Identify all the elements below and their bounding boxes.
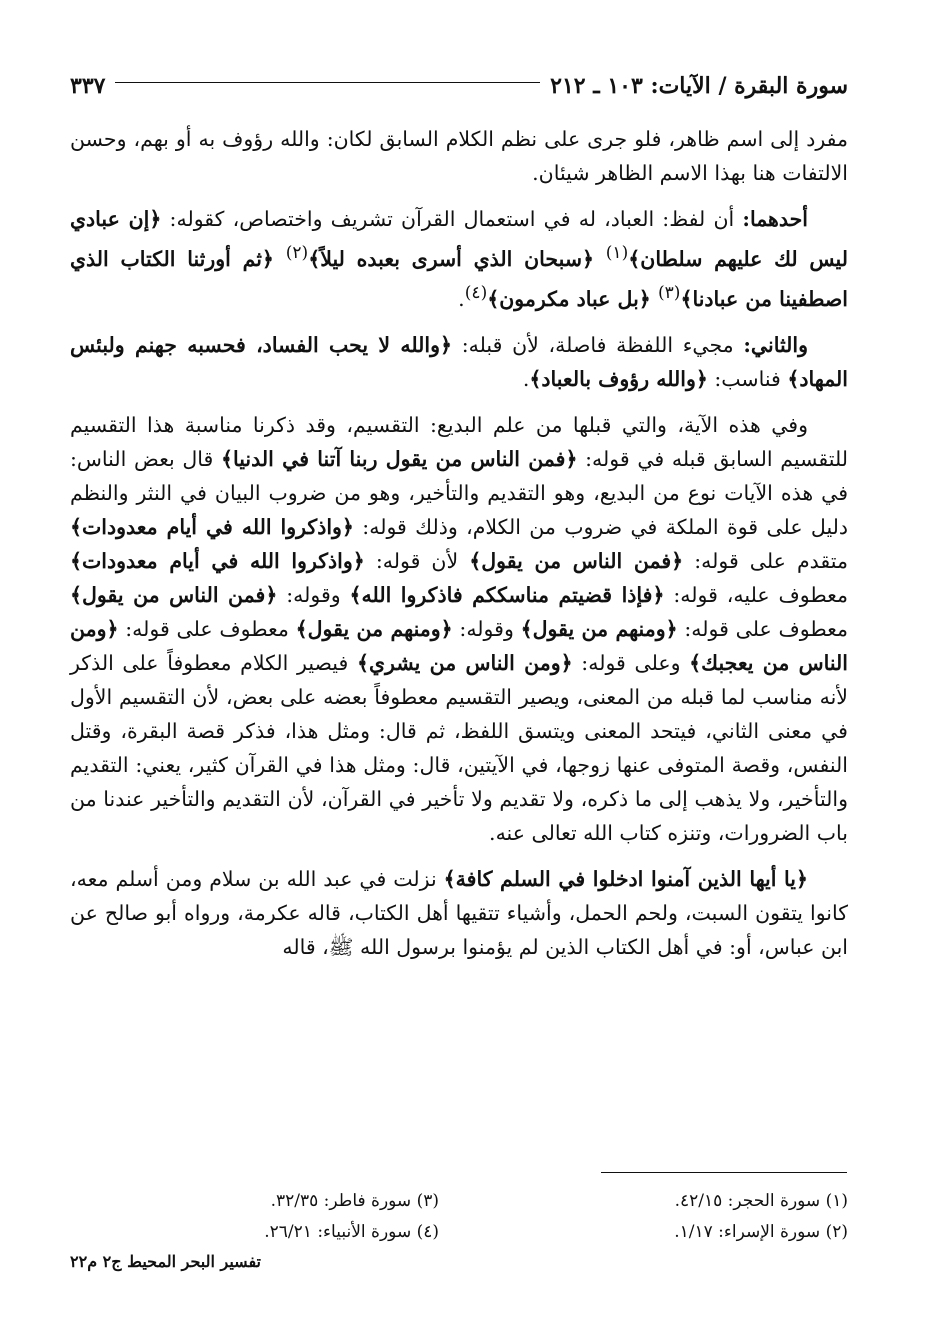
footnote-ref: (٢) bbox=[285, 243, 309, 263]
paragraph-text: وقوله: bbox=[277, 582, 350, 607]
main-text bbox=[70, 122, 848, 976]
paragraph-text: فيصير الكلام معطوفاً على الذكر لأنه مناسب لما قبله من المعنى، ويصير التقسيم معطوفاً بعضه على بعض، لأن التقسيم الأول في معنى الثاني، فيتحد المعنى ويتسق اللفظ، ثم قال: ومثل هذا، فذكر قصة البقرة، وقتل النفس، وقصة المتوفى عنها زوجها، في الآيتين، قال: ومثل هذا في القرآن كثير، يعني: التقديم والتأخير، ولا يذهب إلى ما ذكره، ولا تقديم ولا تأخير في القرآن، لأن التقديم والتأخير عندنا من باب الضرورات، وتنزه كتاب الله تعالى عنه. bbox=[70, 650, 848, 845]
paragraph-5 bbox=[70, 862, 848, 964]
quran-quote: ﴿والله رؤوف بالعباد﴾ bbox=[529, 366, 708, 391]
paragraph-4 bbox=[70, 408, 848, 850]
paragraph-3 bbox=[70, 328, 848, 396]
paragraph-text: قال بعض الناس: في هذه الآيات نوع من البديع، وهو التقديم والتأخير، وهو من ضروب البيان في النثر والنظم دليل على قوة الملكة في ضروب من الكلام، وذلك قوله: bbox=[70, 446, 849, 539]
paragraph-text: فناسب: bbox=[707, 366, 788, 391]
paragraph-lead: والثاني: bbox=[743, 332, 808, 357]
quran-quote: ﴿فمن الناس من يقول﴾ bbox=[70, 582, 278, 607]
page-number: ٣٣٧ bbox=[70, 73, 106, 99]
footnotes bbox=[70, 1186, 848, 1248]
paragraph-text: متقدم على قوله: bbox=[683, 548, 848, 573]
quran-quote: ﴿ومنهم من يقول﴾ bbox=[520, 616, 678, 641]
footnote-2: (٢) سورة الإسراء: ١/١٧. bbox=[674, 1222, 848, 1242]
footnote-3: (٣) سورة فاطر: ٣٢/٣٥. bbox=[270, 1191, 439, 1211]
quran-quote: ﴿سبحان الذي أسرى بعبده ليلاً﴾ bbox=[308, 246, 606, 271]
quran-quote: ﴿إن عبادي ليس لك عليهم سلطان﴾ bbox=[70, 207, 848, 271]
quran-quote: ﴿فمن الناس من يقول﴾ bbox=[469, 548, 684, 573]
paragraph-text: معطوف عليه، قوله: bbox=[664, 582, 849, 607]
quran-quote: ﴿يا أيها الذين آمنوا ادخلوا في السلم كافة﴾ bbox=[443, 866, 808, 891]
footnote-1: (١) سورة الحجر: ٤٢/١٥. bbox=[674, 1191, 848, 1211]
footnote-4: (٤) سورة الأنبياء: ٢٦/٢١. bbox=[264, 1222, 439, 1242]
paragraph-text: أن لفظ: العباد، له في استعمال القرآن تشريف واختصاص، كقوله: bbox=[161, 207, 743, 231]
quran-quote: ﴿بل عباد مكرمون﴾ bbox=[487, 286, 658, 311]
paragraph-text: مجيء اللفظة فاصلة، لأن قبله: bbox=[452, 332, 744, 357]
footnote-rule bbox=[601, 1172, 847, 1173]
footnote-ref: (١) bbox=[605, 243, 629, 263]
quran-quote: ﴿ومن الناس من يعجبك﴾ bbox=[70, 616, 849, 675]
paragraph-text: وعلى قوله: bbox=[572, 650, 690, 675]
paragraph-text: معطوف على قوله: bbox=[118, 616, 296, 641]
paragraph-lead: أحدهما: bbox=[742, 207, 808, 231]
quran-quote: ﴿ومن الناس من يشري﴾ bbox=[356, 650, 573, 675]
footnote-ref: (٤) bbox=[464, 282, 488, 303]
page-signature: تفسير البحر المحيط ج٢ م٢٢ bbox=[70, 1252, 261, 1271]
quran-quote: ﴿فإذا قضيتم مناسككم فاذكروا الله﴾ bbox=[349, 582, 665, 607]
quran-quote: ﴿ثم أورثنا الكتاب الذي اصطفينا من عبادنا﴾ bbox=[70, 246, 848, 311]
quran-quote: ﴿واذكروا الله في أيام معدودات﴾ bbox=[70, 548, 365, 573]
header-title: سورة البقرة / الآيات: ١٠٣ ـ ٢١٢ bbox=[550, 73, 848, 99]
quran-quote: ﴿فمن الناس من يقول ربنا آتنا في الدنيا﴾ bbox=[220, 446, 578, 471]
quran-quote: ﴿واذكروا الله في أيام معدودات﴾ bbox=[70, 514, 354, 539]
paragraph-text: معطوف على قوله: bbox=[677, 616, 849, 641]
paragraph-text: لأن قوله: bbox=[364, 548, 470, 573]
header-rule bbox=[115, 82, 540, 83]
quran-quote: ﴿ومنهم من يقول﴾ bbox=[295, 616, 453, 641]
running-header bbox=[70, 66, 848, 106]
paragraph-end: . bbox=[522, 366, 530, 391]
paragraph-end: . bbox=[458, 286, 465, 311]
footnote-ref: (٣) bbox=[657, 282, 681, 303]
paragraph-text: نزلت في عبد الله بن سلام ومن أسلم معه، كانوا يتقون السبت، ولحم الحمل، وأشياء تتقيها أهل الكتاب، قاله عكرمة، ورواه أبو صالح عن ابن عباس، أو: في أهل الكتاب الذين لم يؤمنوا برسول الله ﷺ، قاله bbox=[70, 866, 848, 959]
paragraph-text: مفرد إلى اسم ظاهر، فلو جرى على نظم الكلام السابق لكان: والله رؤوف به أو بهم، وحسن الالتفات هنا بهذا الاسم الظاهر شيئان. bbox=[70, 127, 848, 185]
paragraph-1 bbox=[70, 122, 848, 190]
paragraph-2 bbox=[70, 202, 848, 316]
paragraph-text: وفي هذه الآية، والتي قبلها من علم البديع: التقسيم، وقد ذكرنا مناسبة هذا التقسيم للتقسيم السابق قبله في قوله: bbox=[70, 412, 848, 471]
paragraph-text: وقوله: bbox=[452, 616, 521, 641]
quran-quote: ﴿والله لا يحب الفساد، فحسبه جهنم ولبئس المهاد﴾ bbox=[70, 332, 848, 391]
